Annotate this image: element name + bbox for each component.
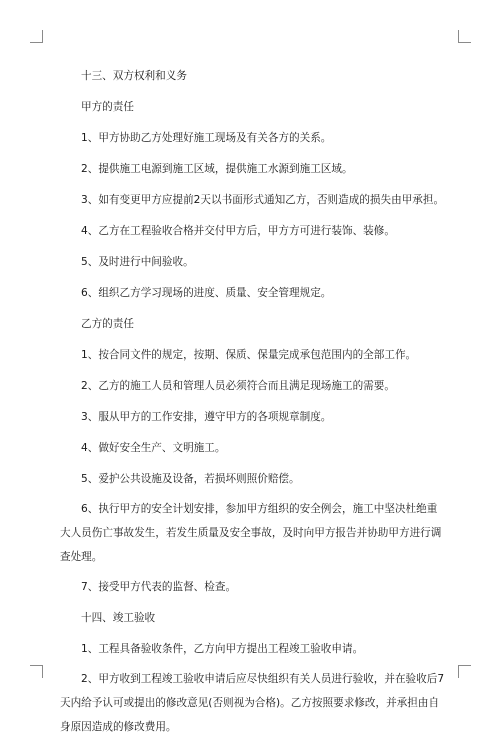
page-corner-mark-bottom-right <box>458 665 471 678</box>
page-corner-mark-bottom-left <box>30 665 43 678</box>
paragraph: 2、乙方的施工人员和管理人员必须符合而且满足现场施工的需要。 <box>81 380 395 392</box>
section-heading-completion-acceptance: 十四、竣工验收 <box>81 612 156 624</box>
paragraph: 7、接受甲方代表的监督、检查。 <box>81 581 237 593</box>
paragraph: 5、及时进行中间验收。 <box>81 256 194 268</box>
paragraph: 4、乙方在工程验收合格并交付甲方后，甲方方可进行装饰、装修。 <box>81 225 395 237</box>
paragraph: 6、执行甲方的安全计划安排，参加甲方组织的安全例会，施工中坚决杜绝重大人员伤亡事故发生，若发生质量及安全事故，及时向甲方报告并协助甲方进行调查处理。 <box>60 503 442 563</box>
paragraph: 2、提供施工电源到施工区域，提供施工水源到施工区域。 <box>81 163 353 175</box>
paragraph: 3、服从甲方的工作安排，遵守甲方的各项规章制度。 <box>81 411 332 423</box>
page-corner-mark-top-left <box>30 30 43 43</box>
subheading-party-b-duties: 乙方的责任 <box>81 318 134 330</box>
paragraph: 4、做好安全生产、文明施工。 <box>81 442 226 454</box>
paragraph: 6、组织乙方学习现场的进度、质量、安全管理规定。 <box>81 287 332 299</box>
paragraph: 1、甲方协助乙方处理好施工现场及有关各方的关系。 <box>81 132 332 144</box>
section-heading-rights-obligations: 十三、双方权利和义务 <box>81 70 187 82</box>
paragraph: 2、甲方收到工程竣工验收申请后应尽快组织有关人员进行验收，并在验收后7天内给予认可或提出的修改意见(否则视为合格)。乙方按照要求修改，并承担由自身原因造成的修改费用。 <box>60 673 445 733</box>
paragraph: 3、如有变更甲方应提前2天以书面形式通知乙方，否则造成的损失由甲承担。 <box>81 194 445 206</box>
subheading-party-a-duties: 甲方的责任 <box>81 101 134 113</box>
page-corner-mark-top-right <box>458 30 471 43</box>
paragraph: 5、爱护公共设施及设备，若损坏则照价赔偿。 <box>81 473 300 485</box>
paragraph: 1、按合同文件的规定，按期、保质、保量完成承包范围内的全部工作。 <box>81 349 417 361</box>
document-body <box>60 63 445 744</box>
paragraph: 1、工程具备验收条件，乙方向甲方提出工程竣工验收申请。 <box>81 643 364 655</box>
